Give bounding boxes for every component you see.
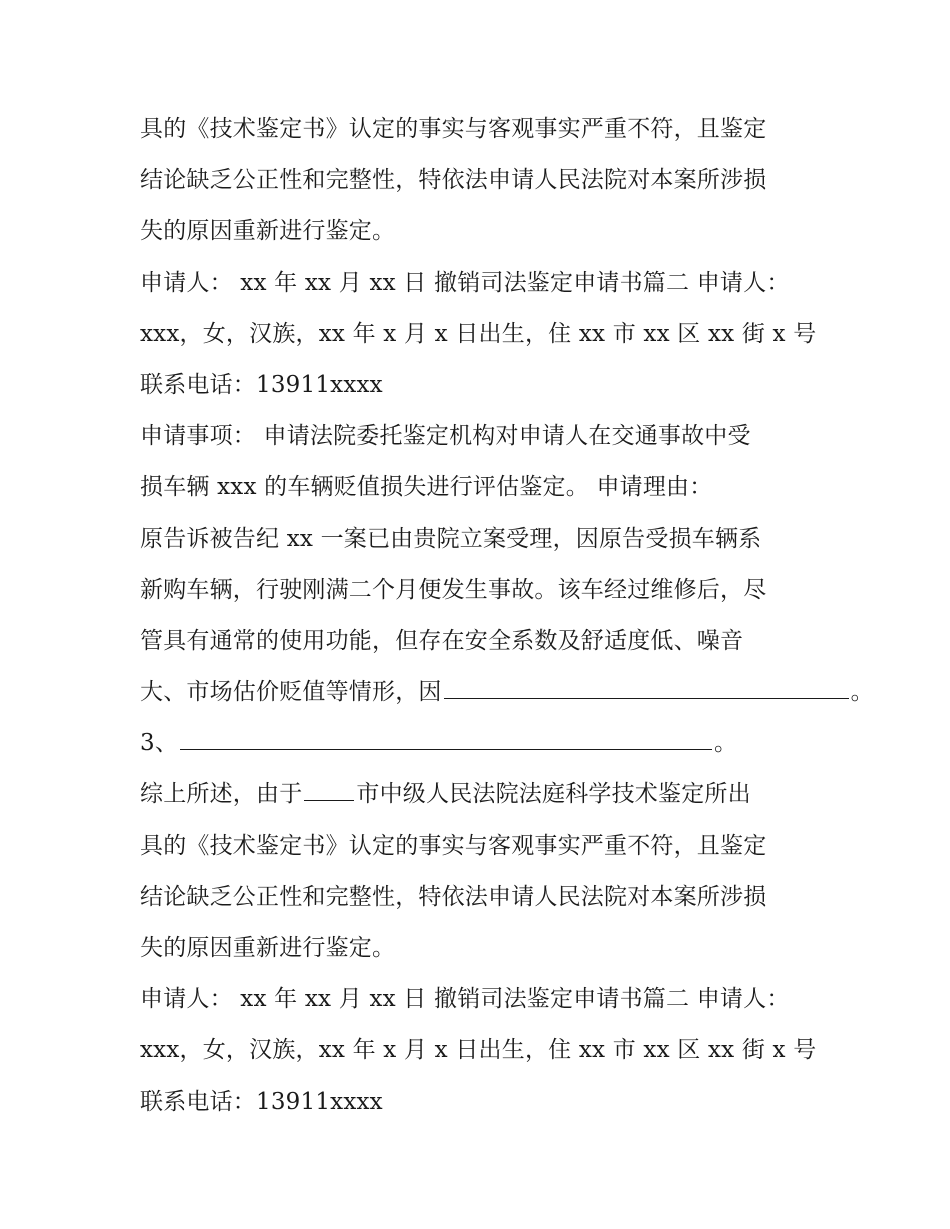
text-segment: 市中级人民法院法庭科学技术鉴定所出 [356,781,751,808]
text-line: 新购车辆，行驶刚满二个月便发生事故。该车经过维修后，尽 [140,576,767,603]
text-segment: 综上所述，由于 [140,781,303,808]
text-line: 损车辆 xxx 的车辆贬值损失进行评估鉴定。 申请理由： [140,474,713,501]
text-line: xxx，女，汉族，xx 年 x 月 x 日出生，住 xx 市 xx 区 xx 街 x 号 [140,320,817,347]
document-body [140,104,874,1128]
fill-in-blank [304,770,354,801]
text-segment: 。 [714,730,738,757]
text-line: xxx，女，汉族，xx 年 x 月 x 日出生，住 xx 市 xx 区 xx 街 x 号 [140,1037,817,1064]
text-line: 联系电话：13911xxxx [140,1088,383,1115]
text-segment: 。 [850,679,874,706]
text-line: 结论缺乏公正性和完整性，特依法申请人民法院对本案所涉损 [140,167,767,194]
text-line: 具的《技术鉴定书》认定的事实与客观事实严重不符，且鉴定 [140,832,767,859]
text-line: 结论缺乏公正性和完整性，特依法申请人民法院对本案所涉损 [140,883,767,910]
text-line: 具的《技术鉴定书》认定的事实与客观事实严重不符，且鉴定 [140,116,767,142]
text-line: 申请人： xx 年 xx 月 xx 日 撤销司法鉴定申请书篇二 申请人： [140,986,790,1013]
fill-in-blank [444,668,849,699]
text-line: 申请事项： 申请法院委托鉴定机构对申请人在交通事故中受 [140,423,751,450]
text-line: 管具有通常的使用功能，但存在安全系数及舒适度低、噪音 [140,627,744,654]
text-line-with-blank [140,769,820,820]
text-line: 申请人： xx 年 xx 月 xx 日 撤销司法鉴定申请书篇二 申请人： [140,269,790,296]
text-line: 联系电话：13911xxxx [140,371,383,398]
text-line: 原告诉被告纪 xx 一案已由贵院立案受理，因原告受损车辆系 [140,525,762,552]
text-segment: 3、 [140,730,179,757]
text-segment: 大、市场估价贬值等情形，因 [140,679,442,706]
text-line: 失的原因重新进行鉴定。 [140,218,396,245]
text-line-with-blank [140,667,874,718]
fill-in-blank [180,719,712,750]
text-line-with-blank [140,718,820,769]
text-line: 失的原因重新进行鉴定。 [140,935,396,961]
